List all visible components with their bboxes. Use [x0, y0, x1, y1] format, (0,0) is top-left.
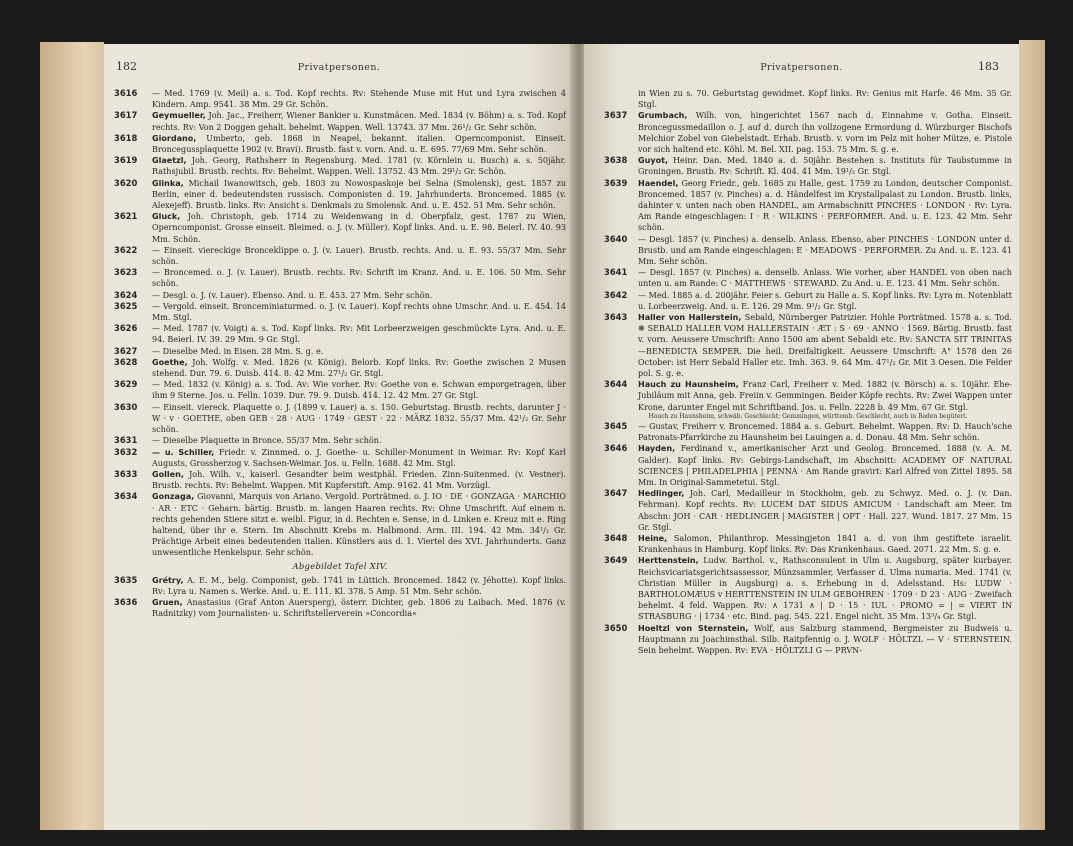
entry-number: 3643: [604, 312, 628, 323]
catalog-entry: [604, 421, 1012, 443]
entry-number: 3620: [114, 177, 138, 188]
entry-text: — Einseit. viereckige Bronceklippe o. J. (v. Lauer). Brustb. rechts. And. u. E. 93. 55/37 Mm. Sehr schön.: [152, 245, 566, 267]
page-stack-left: [40, 42, 104, 830]
entry-name: Hoeltzl von Sternstein,: [638, 623, 749, 633]
entry-number: 3626: [114, 323, 138, 334]
catalog-entry: [114, 267, 566, 289]
entry-number: 3632: [114, 446, 138, 457]
entry-number: 3622: [114, 244, 138, 255]
left-page-title: Privatpersonen.: [297, 62, 381, 73]
catalog-entry: [604, 443, 1012, 488]
entry-number: 3623: [114, 267, 138, 278]
entry-name: Gluck,: [152, 212, 181, 222]
catalog-entry: [604, 267, 1012, 289]
entry-text: Joh. Wilh. v., kaiserl. Gesandter beim westphäl. Frieden. Zinn-Suitenmed. (v. Vestner). Brustb. rechts. Rv: Behelmt. Wappen. Mit Kupferstift. Amp. 9162. 41 Mm. Vorzügl.: [152, 469, 567, 491]
catalog-entry: [604, 290, 1012, 312]
catalog-entry: [114, 178, 566, 212]
left-entries: [114, 88, 566, 620]
entry-name: Haller von Hallerstein,: [638, 313, 742, 323]
catalog-entry: [114, 323, 566, 345]
catalog-entry: [604, 533, 1012, 555]
entry-text: Michail Iwanowitsch, geb. 1803 zu Nowospaskoje bei Selna (Smolensk), gest. 1857 zu Berlin, einer d. bedeutendsten russisch. Componisten d. 19. Jahrhunderts. Broncemed. 1885 (v. Alexejeff). Brustb. links. Rv: Ansicht s. Denkmals zu Smolensk. And. u. E. 452. 51 Mm. Sehr schön.: [152, 178, 566, 211]
catalog-entry: [114, 110, 566, 132]
entry-text: Giovanni, Marquis von Ariano. Vergold. Porträtmed. o. J. IO · DE · GONZAGA · MARCHIO · AR · ETC · Geharn. bärtig. Brustb. m. langen Haaren rechts. Rv: Ohne Umschrift. Auf einem n. rechts gehenden Stiere sitzt e. weibl. Figur, in d. Rechten e. Sense, in d. Linken e. Kreuz mit e. Ring haltend, über ihr e. Stern. Im Abschnitt Krebs m. Halbmond. Arm. III. 194. 42 Mm. 34¹/₂ Gr. Prächtige Arbeit eines bedeutenden italien. Künstlers aus d. 1. Viertel des XVI. Jahrhunderts. Ganz unwesentliche Henkelspur. Sehr schön.: [152, 492, 566, 558]
open-book: [40, 30, 1045, 830]
entry-number: 3627: [114, 345, 138, 356]
entry-name: Gollen,: [152, 469, 184, 479]
catalog-entry: [604, 178, 1012, 234]
catalog-entry: [114, 575, 566, 597]
catalog-entry: [114, 597, 566, 619]
entry-footnote: Hauch zu Haunsheim, schwäb. Geschlecht; Gemmingen, württemb. Geschlecht, auch in Baden begütert.: [648, 412, 968, 420]
entry-text: Joh. Wolfg. v. Med. 1826 (v. König). Belorb. Kopf links. Rv: Goethe zwischen 2 Musen stehend. Dur. 79. 6. Duisb. 414. 8. 42 Mm. 27¹/₂ Gr. Stgl.: [152, 357, 566, 379]
entry-text: — Dieselbe Med. in Eisen. 28 Mm. S. g. e.: [152, 346, 324, 356]
continuation-text: in Wien zu s. 70. Geburtstag gewidmet. Kopf links. Rv: Genius mit Harfe. 46 Mm. 35 Gr. Stgl.: [638, 89, 1012, 110]
entry-number: 3640: [604, 233, 628, 244]
entry-number: 3634: [114, 491, 138, 502]
entry-text: Salomon, Philanthrop. Messingjeton 1841 a. d. von ihm gestiftete israelit. Krankenhaus in Hamburg. Kopf links. Rv: Das Krankenhaus. Gaed. 2071. 22 Mm. S. g. e.: [638, 533, 1013, 555]
entry-number: 3645: [604, 420, 628, 431]
entry-number: 3624: [114, 289, 138, 300]
entry-text: Anastasius (Graf Anton Auersperg), österr. Dichter, geb. 1806 zu Laibach. Med. 1876 (v. Radnitzky) vom Journalisten- u. Schriftstellerverein »Concordia«: [152, 598, 566, 619]
entry-name: Goethe,: [152, 357, 188, 367]
entry-number: 3636: [114, 597, 138, 608]
catalog-entry: [114, 435, 566, 446]
catalog-entry: [114, 245, 566, 267]
right-entries: [604, 88, 1012, 656]
catalog-entry: [604, 623, 1012, 657]
right-page: [584, 44, 1019, 830]
entry-name: Herttenstein,: [638, 556, 699, 566]
entry-number: 3638: [604, 155, 628, 166]
entry-text: — Med. 1885 a. d. 200jähr. Feier s. Geburt zu Halle a. S. Kopf links. Rv: Lyra m. Notenblatt u. Lorbeerzweig. And. u. E. 126. 29 Mm. 9¹/₂ Gr. Stgl.: [638, 290, 1012, 311]
catalog-entry: [114, 357, 566, 379]
catalog-entry: [114, 469, 566, 491]
entry-name: Hedlinger,: [638, 489, 685, 499]
entry-number: 3649: [604, 555, 628, 566]
catalog-entry: [604, 379, 1012, 413]
catalog-entry: [114, 346, 566, 357]
catalog-entry: [604, 555, 1012, 622]
entry-number: 3621: [114, 211, 138, 222]
catalog-entry: [604, 234, 1012, 268]
entry-text: Umberto, geb. 1868 in Neapel, bekannt. italien. Operncomponist. Einseit. Broncegussplaquette 1902 (v. Bravi). Brustb. fast v. vorn. And. u. E. 695. 77/69 Mm. Sehr schön.: [152, 133, 566, 155]
entry-number: 3628: [114, 356, 138, 367]
entry-text: Friedr. v. Zinnmed. o. J. Goethe- u. Schiller-Monument in Weimar. Rv: Kopf Karl Augusts, Grossherzog v. Sachsen-Weimar. Jos. u. Felln. 1688. 42 Mm. Stgl.: [152, 447, 567, 468]
entry-text: Joh. Carl, Medailleur in Stockholm, geb. zu Schwyz. Med. o. J. (v. Dan. Fehrman). Kopf rechts. Rv: LUCEM DAT SIDUS AMICUM · Landschaft am Meer. Im Abschn: JOH · CAR · HEDLINGER | MAGISTER | OPT · Hall. 227. Wund. 1817. 27 Mm. 15 Gr. Stgl.: [638, 489, 1013, 532]
catalog-entry: [114, 447, 566, 469]
entry-number: 3647: [604, 488, 628, 499]
entry-text: Joh. Jac., Freiherr, Wiener Bankier u. Kunstmäcen. Med. 1834 (v. Böhm) a. s. Tod. Kopf rechts. Rv: Von 2 Doggen gehalt. behelmt. Wappen. Well. 13743. 37 Mm. 26¹/₂ Gr. Sehr schön.: [152, 111, 567, 132]
entry-name: Giordano,: [152, 133, 197, 143]
entry-number: 3631: [114, 435, 138, 446]
catalog-entry: [604, 312, 1012, 379]
entry-number: 3629: [114, 379, 138, 390]
entry-text: Ludw. Barthol. v., Rathsconsulent in Ulm u. Augsburg, später kurbayer. Reichsvicariatsgerichtsassessor, Münzsammler, Verfasser d. Ulma numaria. Med. 1741 (v. Christian Müller in Augsburg) a. s. Erhebung in d. Adelsstand. Hs: LUDW · BARTHOLOMÆUS v HERTTENSTEIN IN ULM GEBOHREN · 1709 · D 23 · AUG · Zweifach behelmt. 4 feld. Wappen. Rv: ∧ 1731 ∧ | D · 15 · IUL · PROMO = | = VIERT IN STRASBURG · | 1734 · etc. Bind. pag. 545. 221. Engel nicht. 35 Mm. 13³/₄ Gr. Stgl.: [638, 556, 1013, 622]
catalog-entry: [604, 110, 1012, 155]
entry-name: Hayden,: [638, 444, 676, 454]
entry-text: Ferdinand v., amerikanischer Arzt und Geolog. Broncemed. 1888 (v. A. M. Galder). Kopf links. Rv: Gebirgs-Landschaft, im Abschnitt: ACADEMY OF NATURAL SCIENCES | PHILADELPHIA | PENNA · Am Rande gravirt: Karl Alfred von Zittel 1895. 58 Mm. In Original-Sammetetui. Stgl.: [638, 444, 1012, 487]
entry-number: 3619: [114, 155, 138, 166]
entry-name: Guyot,: [638, 156, 669, 166]
right-page-number: 183: [978, 60, 999, 73]
entry-name: Grétry,: [152, 575, 184, 585]
entry-number: 3633: [114, 468, 138, 479]
entry-text: Georg Friedr., geb. 1685 zu Halle, gest. 1759 zu London, deutscher Componist. Broncemed. 1857 (v. Pinches) a. d. Händelfest im Krystallpalast zu London. Brustb. links, dahinter v. unten nach oben HANDEL, am Armabschnitt PINCHES · LONDON · Rv: Lyra. Am Rande eingeschlagen: I · R · WILKINS · PERFORMER. And. u. E. 123. 42 Mm. Sehr schön.: [638, 178, 1012, 233]
catalog-entry: [114, 133, 566, 155]
right-page-header: [584, 58, 1019, 76]
entry-name: Hauch zu Haunsheim,: [638, 380, 739, 390]
catalog-entry: [114, 88, 566, 110]
entry-number: 3635: [114, 574, 138, 585]
entry-text: Wilh. von, hingerichtet 1567 nach d. Einnahme v. Gotha. Einseit. Broncegussmedaillon o. J. auf d. durch ihn vollzogene Ermordung d. Würzburger Bischofs Melchior Zobel von Giebelstadt. Erhab. Brustb. v. vorn im Pelz mit hoher Mütze, e. Pistole vor sich haltend etc. Köhl. M. Bel. XII. pag. 153. 75 Mm. S. g. e.: [638, 111, 1012, 155]
left-page: [104, 44, 574, 830]
entry-text: — Med. 1769 (v. Meil) a. s. Tod. Kopf rechts. Rv: Stehende Muse mit Hut und Lyra zwischen 4 Kindern. Amp. 9541. 38 Mm. 29 Gr. Schön.: [152, 89, 566, 110]
entry-text: Franz Carl, Freiherr v. Med. 1882 (v. Börsch) a. s. 10jähr. Ehe-Jubiläum mit Anna, geb. Freiin v. Gemmingen. Beider Köpfe rechts. Rv: Zwei Wappen unter Krone, darunter Engel mit Schriftband. Jos. u. Felln. 2228 b. 49 Mm. 67 Gr. Stgl.: [638, 380, 1012, 412]
left-page-number: 182: [116, 60, 137, 73]
entry-number: 3630: [114, 401, 138, 412]
entry-name: Gruen,: [152, 598, 183, 608]
entry-name: Grumbach,: [638, 111, 688, 121]
catalog-entry: [604, 155, 1012, 177]
entry-text: — Desgl. 1857 (v. Pinches) a. denselb. Anlass. Wie vorher, aber HANDEL von oben nach unten u. am Rande: C · MATTHEWS · STEWARD. Zu And. u. E. 123. 41 Mm. Sehr schön.: [638, 268, 1012, 289]
entry-number: 3644: [604, 379, 628, 390]
entry-number: 3625: [114, 300, 138, 311]
entry-text: — Broncemed. o. J. (v. Lauer). Brustb. rechts. Rv: Schrift im Kranz. And. u. E. 106. 50 Mm. Sehr schön.: [152, 268, 566, 289]
entry-text: — Med. 1832 (v. König) a. s. Tod. Av: Wie vorher. Rv: Goethe von e. Schwan emporgetragen, über ihm 9 Sterne. Jos. u. Felln. 1039. Dur. 79. 9. Duisb. 414. 12. 42 Mm. 27 Gr. Stgl.: [152, 380, 566, 401]
entry-text: Joh. Christoph, geb. 1714 zu Weidenwang in d. Oberpfalz, gest. 1787 zu Wien, Operncomponist. Grosse einseit. Bleimed. o. J. (v. Müller). Kopf links. And. u. E. 98. Beierl. IV. 40. 93 Mm. Schön.: [152, 212, 566, 244]
entry-name: — u. Schiller,: [152, 447, 215, 457]
entry-text: Sebald, Nürnberger Patrizier. Hohle Porträtmed. 1578 a. s. Tod. ❋ SEBALD HALLER VOM HALLERSTAIN · ÆT : S · 69 · ANNO · 1569. Bärtig. Brustb. fast v. vorn. Aeussere Umschrift: Anno 1500 am abent Sebaldi etc. Rv: SANCTA SIT TRINITAS—BENEDICTA SEMPER. Die heil. Dreifaltigkeit. Aeussere Umschrift: A° 1578 den 26 October: ist Herr Sebald Haller etc. Imh. 363. 9. 64 Mm. 47¹/₂ Gr. Mit 3 Oesen. Die Felder pol. S. g. e.: [638, 313, 1012, 379]
entry-number: 3639: [604, 177, 628, 188]
entry-name: Heine,: [638, 533, 668, 543]
entry-text: — Dieselbe Plaquette in Bronce. 55/37 Mm. Sehr schön.: [152, 436, 382, 446]
entry-name: Haendel,: [638, 178, 679, 188]
entry-number: 3641: [604, 267, 628, 278]
entry-text: — Einseit. viereck. Plaquette o. J. (1899 v. Lauer) a. s. 150. Geburtstag. Brustb. rechts, darunter J · W · v · GOETHE, oben GEB · 28 · AUG · 1749 · GEST · 22 · MÄRZ 1832. 55/37 Mm. 42¹/₂ Gr. Sehr schön.: [152, 402, 566, 435]
entry-number: 3617: [114, 110, 138, 121]
plate-note: Abgebildet Tafel XIV.: [292, 560, 388, 571]
entry-text: A. E. M., belg. Componist, geb. 1741 in Lüttich. Broncemed. 1842 (v. Jéhotte). Kopf links. Rv: Lyra u. Namen s. Werke. And. u. E. 111. Kl. 378. 5 Amp. 51 Mm. Sehr schön.: [152, 575, 566, 596]
entry-number: 3642: [604, 289, 628, 300]
entry-text: — Desgl. o. J. (v. Lauer). Ebenso. And. u. E. 453. 27 Mm. Sehr schön.: [152, 290, 433, 300]
catalog-entry: [604, 488, 1012, 533]
catalog-entry: [114, 491, 566, 558]
entry-name: Glaetzl,: [152, 156, 187, 166]
catalog-entry: [114, 301, 566, 323]
entry-number: 3616: [114, 88, 138, 98]
entry-number: 3646: [604, 443, 628, 454]
entry-text: — Vergold. einseit. Bronceminiaturmed. o. J. (v. Lauer). Kopf rechts ohne Umschr. And. u. E. 454. 14 Mm. Stgl.: [152, 301, 566, 323]
entry-text: — Med. 1787 (v. Voigt) a. s. Tod. Kopf links. Rv: Mit Lorbeerzweigen geschmückte Lyra. And. u. E. 94. Beierl. IV. 39. 29 Mm. 9 Gr. Stgl.: [152, 324, 566, 345]
entry-name: Gonzaga,: [152, 492, 195, 502]
entry-text: Heinr. Dan. Med. 1840 a. d. 50jähr. Bestehen s. Instituts für Taubstumme in Groningen. Brustb. Rv: Schrift. Kl. 404. 41 Mm. 19¹/₂ Gr. Stgl.: [638, 156, 1012, 177]
entry-text: — Desgl. 1857 (v. Pinches) a. denselb. Anlass. Ebenso, aber PINCHES · LONDON unter d. Brustb. und am Rande eingeschlagen: E · MEADOWS · PERFORMER. Zu And. u. E. 123. 41 Mm. Sehr schön.: [638, 234, 1012, 267]
entry-text: Wolf, aus Salzburg stammend, Bergmeister zu Budweis u. Hauptmann zu Joachimsthal. Silb. Raitpfennig o. J. WOLF · HÖLTZL — V · STERNSTEIN. Sein behelmt. Wappen. Rv: EVA · HÖLTZLI G — PRVN-: [638, 623, 1013, 655]
catalog-entry: [114, 402, 566, 436]
catalog-entry: [114, 290, 566, 301]
right-page-title: Privatpersonen.: [760, 62, 843, 73]
catalog-entry: [114, 379, 566, 401]
page-stack-right: [1019, 40, 1045, 830]
entry-text: Joh. Georg, Rathsherr in Regensburg. Med. 1781 (v. Körnlein u. Busch) a. s. 50jähr. Rathsjubil. Brustb. rechts. Rv: Behelmt. Wappen. Well. 13752. 43 Mm. 29¹/₂ Gr. Schön.: [152, 156, 566, 177]
entry-number: 3648: [604, 532, 628, 543]
entry-text: — Gustav, Freiherr v. Broncemed. 1884 a. s. Geburt. Behelmt. Wappen. Rv: D. Hauch'sche Patronats-Pfarrkirche zu Haunsheim bei Lauingen a. d. Donau. 48 Mm. Sehr schön.: [638, 421, 1012, 443]
catalog-entry: [114, 155, 566, 177]
catalog-entry: [114, 211, 566, 245]
entry-name: Geymueller,: [152, 111, 206, 121]
entry-number: 3618: [114, 132, 138, 143]
entry-number: 3637: [604, 110, 628, 121]
entry-name: Glinka,: [152, 178, 184, 188]
left-page-header: [104, 58, 574, 76]
entry-number: 3650: [604, 622, 628, 633]
